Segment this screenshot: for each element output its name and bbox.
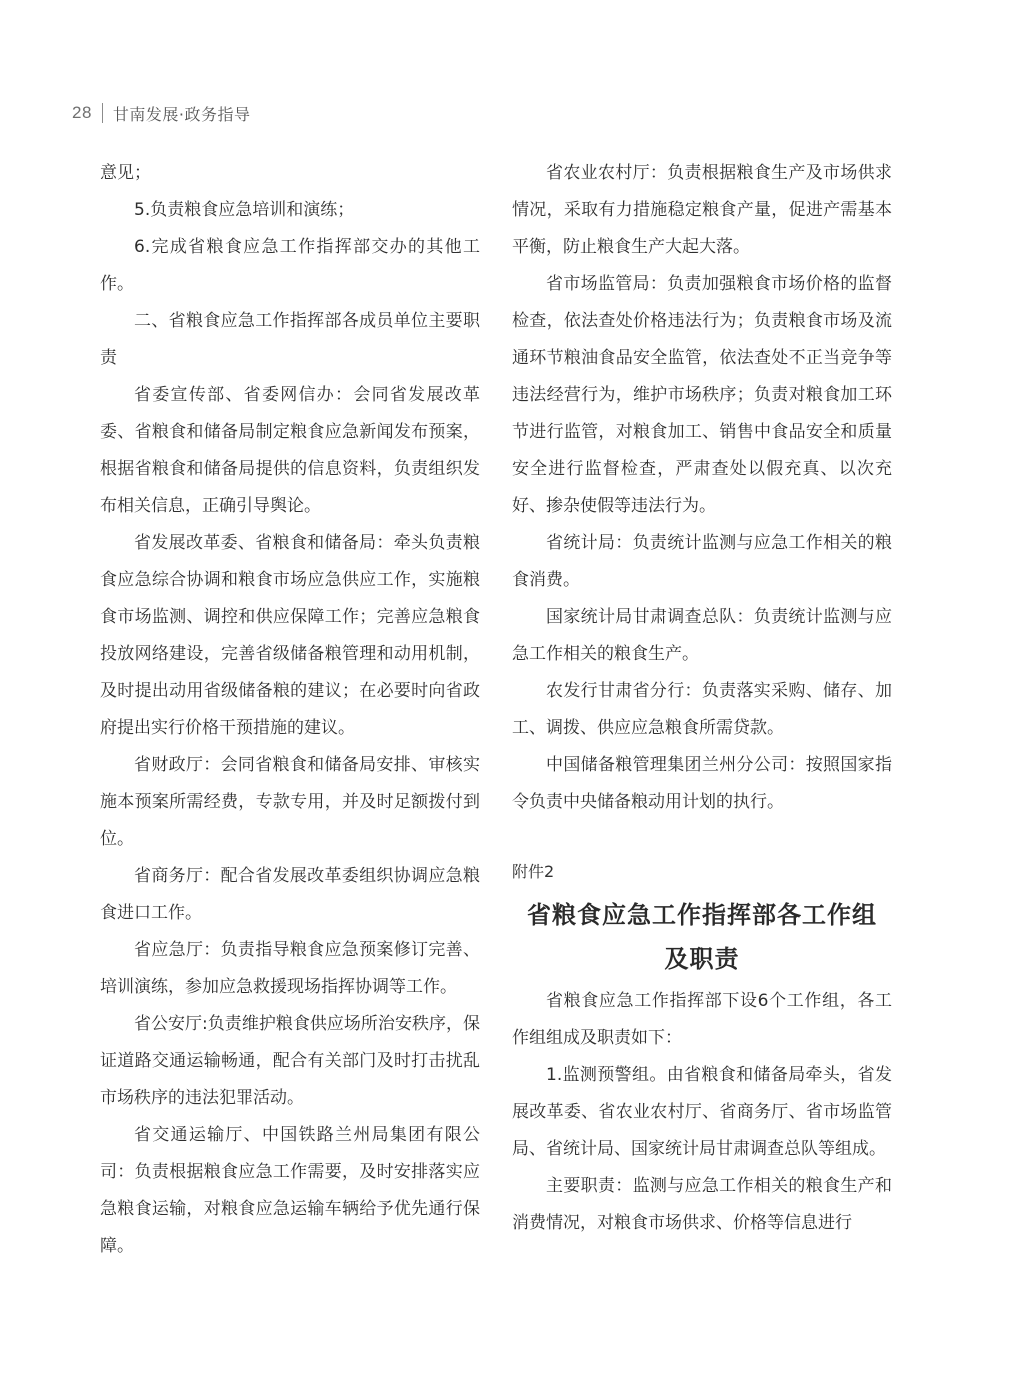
right-column xyxy=(512,155,892,1242)
paragraph: 主要职责：监测与应急工作相关的粮食生产和消费情况，对粮食市场供求、价格等信息进行 xyxy=(512,1176,892,1233)
paragraph: 省市场监管局：负责加强粮食市场价格的监督检查，依法查处价格违法行为；负责粮食市场及流通环节粮油食品安全监管，依法查处不正当竞争等违法经营行为，维护市场秩序；负责对粮食加工环节进行监管，对粮食加工、销售中食品安全和质量安全进行监督检查，严肃查处以假充真、以次充好、掺杂使假等违法行为。 xyxy=(512,274,892,516)
paragraph: 省委宣传部、省委网信办：会同省发展改革委、省粮食和储备局制定粮食应急新闻发布预案，根据省粮食和储备局提供的信息资料，负责组织发布相关信息，正确引导舆论。 xyxy=(100,385,480,516)
journal-title: 甘南发展·政务指导 xyxy=(112,104,251,124)
paragraph: 省商务厅：配合省发展改革委组织协调应急粮食进口工作。 xyxy=(100,866,480,923)
paragraph: 省统计局：负责统计监测与应急工作相关的粮食消费。 xyxy=(512,533,892,590)
paragraph: 中国储备粮管理集团兰州分公司：按照国家指令负责中央储备粮动用计划的执行。 xyxy=(512,755,892,812)
paragraph: 省公安厅:负责维护粮食供应场所治安秩序，保证道路交通运输畅通，配合有关部门及时打击扰乱市场秩序的违法犯罪活动。 xyxy=(100,1014,480,1108)
paragraph: 省应急厅：负责指导粮食应急预案修订完善、培训演练，参加应急救援现场指挥协调等工作。 xyxy=(100,940,480,997)
paragraph: 6.完成省粮食应急工作指挥部交办的其他工作。 xyxy=(100,237,480,294)
header-divider xyxy=(102,103,103,123)
section-heading: 二、省粮食应急工作指挥部各成员单位主要职责 xyxy=(100,311,480,368)
page-number: 28 xyxy=(72,103,92,122)
appendix-title-line-2: 及职责 xyxy=(664,945,740,973)
paragraph: 省交通运输厅、中国铁路兰州局集团有限公司：负责根据粮食应急工作需要，及时安排落实应急粮食运输，对粮食应急运输车辆给予优先通行保障。 xyxy=(100,1125,480,1256)
appendix-title-line-1: 省粮食应急工作指挥部各工作组 xyxy=(527,901,877,929)
paragraph: 省粮食应急工作指挥部下设6个工作组，各工作组组成及职责如下： xyxy=(512,991,892,1048)
paragraph: 省农业农村厅：负责根据粮食生产及市场供求情况，采取有力措施稳定粮食产量，促进产需基本平衡，防止粮食生产大起大落。 xyxy=(512,163,892,257)
paragraph: 5.负责粮食应急培训和演练； xyxy=(134,200,355,220)
appendix-label: 附件2 xyxy=(512,862,555,881)
page-header xyxy=(72,101,251,125)
paragraph: 省发展改革委、省粮食和储备局：牵头负责粮食应急综合协调和粮食市场应急供应工作，实施粮食市场监测、调控和供应保障工作；完善应急粮食投放网络建设，完善省级储备粮管理和动用机制，及时提出动用省级储备粮的建议；在必要时向省政府提出实行价格干预措施的建议。 xyxy=(100,533,480,738)
left-column xyxy=(100,155,480,1265)
paragraph: 农发行甘肃省分行：负责落实采购、储存、加工、调拨、供应应急粮食所需贷款。 xyxy=(512,681,892,738)
paragraph: 国家统计局甘肃调查总队：负责统计监测与应急工作相关的粮食生产。 xyxy=(512,607,892,664)
paragraph: 意见； xyxy=(100,163,151,183)
appendix-title xyxy=(512,893,892,981)
paragraph: 省财政厅：会同省粮食和储备局安排、审核实施本预案所需经费，专款专用，并及时足额拨付到位。 xyxy=(100,755,480,849)
paragraph: 1.监测预警组。由省粮食和储备局牵头，省发展改革委、省农业农村厅、省商务厅、省市场监管局、省统计局、国家统计局甘肃调查总队等组成。 xyxy=(512,1065,892,1159)
